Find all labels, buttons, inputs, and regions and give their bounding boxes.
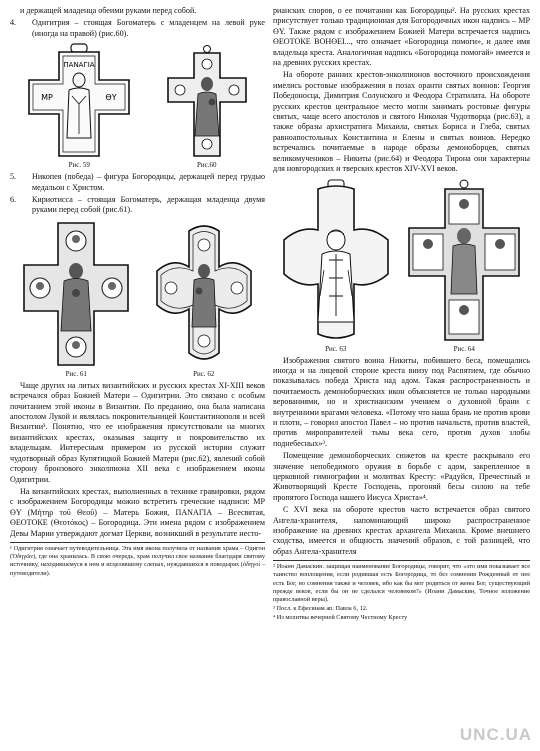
cross-59-illustration [25, 42, 133, 160]
figure-caption: Рис. 59 [68, 161, 90, 170]
intro-line: и держащей младенца обеими руками перед собой. [20, 6, 197, 15]
item-text: Одигитрия – стоящая Богоматерь с младенцем на левой руке (иногда на правой) (рис.60). [32, 18, 265, 38]
figure-61 [20, 219, 132, 379]
list-item-6 [10, 195, 265, 216]
cross-inscription: ПАNАГIA [63, 61, 95, 70]
figure-64 [405, 178, 523, 354]
footnote: ³ Посл. к Ефесянам ап. Павла 6, 12. [273, 605, 368, 613]
figure-63 [280, 178, 392, 354]
figure-row-63-64 [273, 178, 530, 354]
paragraph: Изображения святого воина Никиты, побившего беса, помещались иногда и на лицевой стороне креста внизу под Распятием, где обычно показывалась победа Христа над адом. Такая распространенность и почитаемость демоноборческих икон объясняется не только народными верованиями, но и христианским учением о духовной брани с внутренними врагами человека. «Потому что наша брань не против крови и плоти, – говорил апостол Павел – но против начальств, против властей, против мироправителей тьмы века сего, против духов злобы поднебесных»³. [273, 355, 530, 448]
paragraph: Чаще других на литых византийских и русских крестах XI-XIII веков встречался образ Божией Матери – Одигитрии. Это связано с особым почитанием этой иконы в Византии. По преданию, она была написана апостолом Лукой и являлась покровительницей Константинополя и всей Византии³. Понятно, что ее изображения присутствовали на многих византийских крестах, оказывая защиту и покровительство их владельцам. Интересным примером из русской истории служит чудотворный образ Купятицкой Божией Матери (рис.62), явлений собой сторону бронзового энколпиона XII века с изображением иконы Одигитрии. [10, 380, 265, 484]
figure-caption: Рис. 62 [193, 369, 215, 378]
left-column [10, 6, 265, 579]
list-item-5 [10, 172, 265, 193]
cross-60-illustration [164, 44, 250, 160]
monogram-right: ӨY [105, 93, 117, 103]
cross-64-illustration [405, 178, 523, 344]
paragraph: На обороте ранних крестов-энколпионов восточного происхождения имелись ростовые изображения в позах оранти святых воинов: Георгия Победоносца, Димитрия Солунского и Феодора Стратилата. На обороте русских крестов центральное место могли занимать ростовые фигуры святых, чаще всего апостолов и святого Николая Чудотворца (рис.63), а также образы архистратига Михаила, святых Бориса и Глеба, святых равноапостольных Константина и Елены и святых воинов. Нередко встречались почитаемые в народе образы демоноборцев, святых великомучеников – Никиты (рис.64) и Феодора Тирона они характерны для новгородских и тверских крестов XIV-XVI веков. [273, 70, 530, 174]
cross-62-illustration [153, 219, 255, 369]
paragraph: рианских споров, о ее почитании как Богородицы². На русских крестах присутствует только традиционная для Богородичных икон надпись – МР ӨY. Также рядом с изображением Божией Матери встречается надпись ӨЕОТОКЕ ВОНӨЕI..., что означает «Богородица помоги», и далее имя владельца креста. Аналогичная надпись «Богородица помогай» имеется и на древних русских крестах. [273, 6, 530, 68]
list-item-4 [10, 18, 265, 39]
item-text: Кириотисса – стоящая Богоматерь, держащая младенца двумя руками перед собой (рис.61). [32, 195, 265, 215]
watermark: UNC.UA [459, 725, 532, 744]
footnote: ¹ Одигитрия означает путеводительница. Эта имя икона получила от названия храма – Одигон (Ὁδηγῶν), где она хранилась. В свою очередь, храм получил свое название благодаря святому источнику, находившемуся в нем и исцелявшему слепых, нуждавшихся в поводырях (ὁδηγοί – путеводители). [10, 544, 265, 577]
figure-caption: Рис. 61 [65, 369, 87, 378]
figure-row-61-62 [10, 219, 265, 379]
footnotes [273, 560, 530, 622]
cross-61-illustration [20, 219, 132, 369]
right-column [273, 6, 530, 624]
figure-caption: Рис. 64 [453, 344, 475, 353]
item-number: 5. [10, 172, 17, 182]
figure-60 [164, 44, 250, 170]
figure-row-59-60 [10, 42, 265, 170]
item-number: 4. [10, 18, 17, 28]
cross-63-illustration [280, 178, 392, 344]
figure-62 [153, 219, 255, 379]
figure-59 [25, 42, 133, 170]
paragraph: С XVI века на обороте крестов часто встречается образ святого Ангела-хранителя, напоминающий широко распространенное изображение на древних крестах архангела Михаила. Кроме внешнего сходства, имеется и общность значений образов, с той разницей, что образ Ангела-хранителя [273, 505, 530, 556]
paragraph: На византийских крестах, выполненных в технике гравировки, рядом с изображением Богородицы можно встретить греческие надписи: МР ӨY (Μήτηρ τοῦ Θεοῦ) – Матерь Божия, ПАNАГIA – Всесвятая, ӨЕОТОКЕ (Θεοτόκος) – Богородица. Эти имена рядом с изображением Девы Марии утверждают догмат Церкви, возникший в результате несто- [10, 486, 265, 538]
footnote: ⁴ Из молитвы вечерней Святому Честному Кресту [273, 614, 408, 622]
footnote: ² Иоанн Дамаскин. защищая наименование Богородицы, говорит, что «это имя показывает все таинство воплощения, если родившая есть Богородица, то без сомнения Рожденный от нее есть Бог, но сомнения также и человек, ибо как бы мог родиться от жены Бог, существующий прежде веков, если бы он не сделался человеком?» (Иоанн Дамаскин, Точное изложение православной веры). [273, 563, 530, 604]
monogram-left: МР [41, 93, 54, 103]
footnotes [10, 542, 265, 578]
paragraph: Помещение демоноборческих сюжетов на кресте раскрывало его значение непобедимого оружия в борьбе с адом, закрепленное в церковной гимнографии и молитвах Кресту: «Радуйся, Пречестный и Животворящий Кресте Господень, прогоняй бесы силою на тебе пропятого Господа нашего Иисуса Христа»⁴. [273, 451, 530, 502]
figure-caption: Рис.60 [197, 161, 217, 170]
item-text: Никопея (победа) – фигура Богородицы, держащей перед грудью медальон с Христом. [32, 172, 265, 192]
figure-caption: Рис. 63 [325, 344, 347, 353]
item-number: 6. [10, 195, 17, 205]
